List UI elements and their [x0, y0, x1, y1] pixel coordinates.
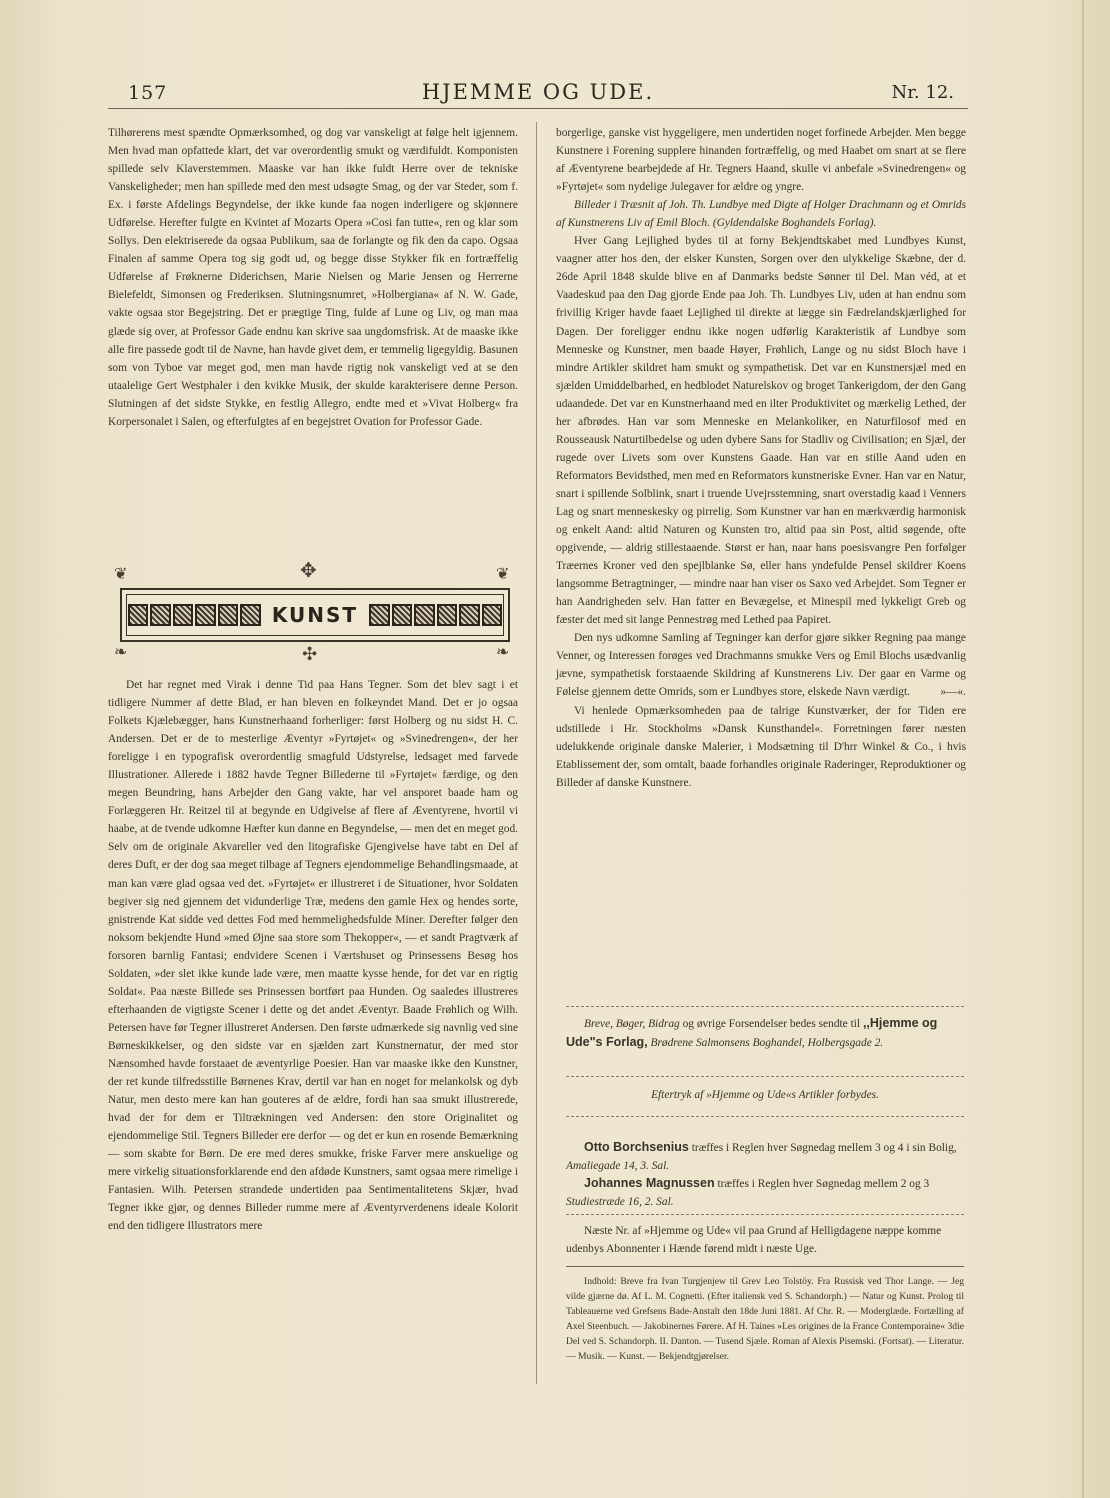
- masthead-title: HJEMME OG UDE.: [421, 80, 655, 104]
- column-divider: [536, 122, 537, 1384]
- article-continuation: borgerlige, ganske vist hyggeligere, men undertiden noget forfinede Arbejder. Men begge Kunstnere i Forening supplere hinanden fortræffelig, og med Haabet om snart at se flere af Æventyrene bearbejdede af Hr. Tegners Haand, skulle vi anbefale »Svinedrengen« og »Fyrtøjet« som nydelige Julegaver for ældre og yngre.: [556, 127, 966, 194]
- notice-mid: og øvrige Forsendelser bedes sendte til: [682, 1018, 861, 1030]
- address: Studiestræde 16, 2. Sal.: [566, 1196, 674, 1208]
- publisher-address: Brødrene Salmonsens Boghandel, Holbergsgade 2.: [650, 1037, 884, 1049]
- signature: »—«.: [940, 686, 966, 699]
- lundbye-article: Hver Gang Lejlighed bydes til at forny Bekjendtskabet med Lundbyes Kunst, vaagner atter hos den, der elsker Kunsten, Sorgen over den ulykkelige Skæbne, der d. 26de April 1848 skulde blive en af Danmarks bedste Sønner til Del. Man véd, at et Vaadeskud paa den Dag gjorde Ende paa Joh. Th. Lundbyes Liv, uden at han endnu som frivillig Kriger havde faaet Lejlighed til direkte at lægge sin Fædrelandskjærlighed for Dagen. Der foreligger endnu ikke nogen udførlig Karakteristik af Lundbye som Menneske og Kunstner, men baade Høyer, Frøhlich, Lange og nu sidst Bloch have i mindre Artikler skildret ham smukt og sympathetisk. Det var en Kunstnersjæl med en sjælden Umiddelbarhed, en hedblodet Naturelskov og broget Tankerigdom, der den Gang udaandede. Det var en Kunstnerhaand med en ilter Produktivitet og mærkelig Lethed, der her afbrødes. Han var som Menneske en Melankoliker, en Naturfilosof med en Rousseausk Naturtilbedelse og uden dybere Sans for Stadliv og Civilisation; en Sjæl, der rugede over Livets som over Kunstens Gaade. Han var en stille Aand uden en Reformators Bevidsthed, men med en Reformators kunstneriske Evner. Han var en Natur, snart i spillende Solblink, snart i truende Uvejrsstemning, snart overstadig kaad i Venners Lag og snart menneskesky og pirrelig. Som Kunstner var han en mærkværdig harmonisk og enkelt Aand: altid Naturen og Kunsten tro, altid paa sin Post, altid søgende, ofte opgivende, — aldrig stillestaaende. Størst er han, naar hans poesisvangre Pen forfølger Træernes Kroner ved den spejlblanke Sø, eller hans yndefulde Pensel skildrer Koens langsomme Betragtninger, — mindre naar han viser os Saxo ved Arbejdet. Som Tegner er han Aandrigheden selv. Han fatter en Bevægelse, et Minespil med lykkeligt Greb og fæster det med sit lange Pennestrøg med Lethed paa Papiret.: [556, 235, 966, 627]
- johannes-notice: [566, 1174, 964, 1211]
- exhibition-article: Vi henlede Opmærksomheden paa de talrige Kunstværker, der for Tiden ere udstillede i Hr. Stockholms »Dansk Kunsthandel«. Forretningen fører næsten udelukkende originale danske Malerier, i Modsætning til D'hrr Winkel & Co., i hvis Etablissement der, som omtalt, baade forhandles originale Raderinger, Reproduktioner og Billeder af danske Kunstnere.: [556, 704, 966, 789]
- person-name: Otto Borchsenius: [584, 1140, 689, 1154]
- binding-edge: [1082, 0, 1084, 1498]
- ornament-icon: ❧: [496, 642, 510, 661]
- tile-ornament: [240, 604, 260, 626]
- issue-number: Nr. 12.: [891, 82, 954, 103]
- crown-ornament-icon: ✥: [300, 558, 317, 582]
- next-issue-notice: Næste Nr. af »Hjemme og Ude« vil paa Grund af Helligdagene næppe komme udenbys Abonnenter i Hænde førend midt i næste Uge.: [566, 1225, 942, 1255]
- hours-text: træffes i Reglen hver Søgnedag mellem 2 og 3: [717, 1178, 930, 1190]
- book-heading: Billeder i Træsnit af Joh. Th. Lundbye med Digte af Holger Drachmann og et Omrids af Kunstnerens Liv af Emil Bloch. (Gyldendalske Boghandels Forlag).: [556, 199, 966, 230]
- right-column: [556, 124, 966, 792]
- otto-notice: [566, 1138, 964, 1175]
- tile-ornament: [482, 604, 502, 626]
- notice-lead: Breve, Bøger, Bidrag: [584, 1018, 680, 1030]
- tile-ornament: [173, 604, 193, 626]
- tile-ornament: [437, 604, 457, 626]
- section-title: KUNST: [271, 603, 359, 627]
- separator: [566, 1076, 964, 1078]
- tile-ornament: [195, 604, 215, 626]
- concert-review-text: Tilhørerens mest spændte Opmærksomhed, og dog var vanskeligt at følge helt igjennem. Men hvad man opfattede klart, det var overordentlig smukt og værdifuldt. Komponisten spillede selv Klaverstemmen. Maaske var han ikke fuldt Herre over de tekniske Vanskeligheder; men han spillede med den mest udsøgte Smag, og der var Steder, som f. Ex. i første Afdelings Begyndelse, der ikke kunde faa nogen inderligere og skjønnere Udførelse. Herefter fulgte en Kvintet af Mozarts Opera »Cosi fan tutte«, ren og klar som Sollys. Den elektriserede da ogsaa Publikum, saa de forlangte og fik den da capo. Ogsaa Finalen af samme Opera tog sig godt ud, og begge disse Stykker fik en fortræffelig Udførelse af Frøknerne Diderichsen, Marie Nielsen og Marie Jensen og Herrerne Bielefeldt, Simonsen og Frederiksen. Slutningsnumret, »Holbergiana« af N. W. Gade, vakte ogsaa stor Begejstring. Det er prægtige Ting, fulde af Lune og Liv, og man maa glæde sig over, at Professor Gade endnu kan skrive saa ungdomsfrisk. At de maaske ikke alle fire passede godt til de Navne, han havde givet dem, er temmelig ligegyldig. Basunen som von Tyboe var meget god, men man havde rigtig nok vanskeligt ved at se den utaalelige Gert Westphaler i den kvikke Musik, der skulde karakterisere denne Person. Slutningen af det sidste Stykke, en festlig Allegro, endte med et »Vivat Holberg« fra Korpersonalet i Salen, og efterfulgtes af en begejstret Ovation for Professor Gade.: [108, 127, 518, 428]
- left-column-upper: [108, 124, 518, 431]
- left-column-lower: [108, 676, 518, 1235]
- drawings-text: Den nys udkomne Samling af Tegninger kan derfor gjøre sikker Regning paa mange Venner, og Interessen forøges ved Drachmanns smukke Vers og Emil Blochs usædvanlig jævne, sympathetisk forstaaende Skildring af Kunstnerens Liv. Der gaar en Varme og Følelse gjennem dette Omrids, som er Lundbyes store, elskede Navn værdigt.: [556, 632, 966, 699]
- separator: [566, 1266, 964, 1268]
- tile-ornament: [218, 604, 238, 626]
- kunst-section-banner: [110, 560, 520, 668]
- banner-inner: [126, 594, 504, 636]
- drawings-article: [556, 629, 966, 701]
- page-header: [108, 78, 968, 109]
- copyright-notice: Eftertryk af »Hjemme og Ude«s Artikler forbydes.: [651, 1089, 879, 1101]
- address: Amaliegade 14, 3. Sal.: [566, 1160, 670, 1172]
- ornament-icon: ❧: [114, 642, 128, 661]
- tile-ornament: [392, 604, 412, 626]
- page-number: 157: [128, 82, 168, 104]
- ornament-icon: ❦: [114, 564, 128, 583]
- separator: [566, 1116, 964, 1118]
- publisher-name: ,,Hjemme og Ude"s Forlag,: [566, 1016, 938, 1049]
- submissions-notice: [566, 1014, 964, 1052]
- tile-ornament: [369, 604, 389, 626]
- tile-ornament: [414, 604, 434, 626]
- ornament-icon: ❦: [496, 564, 510, 583]
- banner-frame: [120, 588, 510, 642]
- tile-ornament: [128, 604, 148, 626]
- tile-ornament: [459, 604, 479, 626]
- ornament-icon: ✣: [302, 644, 318, 665]
- tile-ornament: [150, 604, 170, 626]
- separator: [566, 1006, 964, 1008]
- tegner-article-text: Det har regnet med Virak i denne Tid paa Hans Tegner. Som det blev sagt i et tidligere Nummer af dette Blad, er han bleven en folkeyndet Mand. Det er jo ogsaa Folkets Kjælebægger, hans Kunstnerhaand forherliger: først Holberg og nu sidst H. C. Andersen. Det er de to mesterlige Æventyr »Fyrtøjet« og »Svinedrengen«, der her foreligge i en typografisk overordentlig smagfuld Udstyrelse, ledsaget med farvede Illustrationer. Allerede i 1882 havde Tegner Billederne til »Fyrtøjet« færdige, og den megen Beundring, hans Arbejder den Gang vakte, har vel ansporet baade ham og Forlæggeren Hr. Reitzel til at begynde en Udgivelse af flere af Æventyrene, hvortil vi haabe, at de tvende udkomne Hæfter kun danne en Begyndelse, — men det en meget god. Selv om de originale Akvareller ved den litografiske Gjengivelse have tabt en Del af deres Duft, er der dog saa meget tilbage af Tegners ejendommelige Behandlingsmaade, at man kan være glad ogsaa ved det. »Fyrtøjet« er illustreret i de Situationer, hvor Soldaten begiver sig ned gjennem det vidunderlige Træ, medens den gamle Hex og hendes sorte, gnistrende Kat sidde ved dettes Fod med hemmelighedsfulde Miner. Derefter følger den noksom bekjendte Hund »med Øjne saa store som Thekopper«, — et sandt Pragtværk af forsoren barnlig Fantasi; endvidere Scenen i Værtshuset og Prinsessens Besøg hos Soldaten, »der slet ikke kunde lade være, men maatte kysse hende, for det var en rigtig Soldat«. Paa næste Billede ses Prinsessen bortført paa Hunden. Og saaledes illustreres efterhaanden de vigtigste Scener i dette og det andet Æventyr. Baade Frøhlich og Wilh. Petersen have før Tegner illustreret Andersen. Den første udmærkede sig navnlig ved sine Børneskikkelser, og den sidste var en sjælden zart Kunstnernatur, der med stor Nænsomhed havde forstaaet de æventyrlige Poesier. Han var maaske ikke den Kunstner, der ret kunde tilfredsstille Børnenes Krav, dertil var han en noget for melankolsk og dyb Natur, men desto mere kan han gouteres af de ældre, fordi han saa smukt illustrerede, hvad der for dem er Tiltrækningen ved Andersen: den store Originalitet og ejendommelige Stil. Tegners Billeder ere derfor — og det er kun en rosende Bemærkning — som skabte for Børn. De ere med deres smukke, friske Farver mere anskuelige og mere virkelig situationsforklarende end den afdøde Kunstners, samt ogsaa mere rimelige i Fantasien. Wilh. Petersen strandede undertiden paa Sentimentalitetens Skjær, hvad Tegner ikke gjør, og dennes Billeder rumme mere af Æventyrverdenens ideale Kolorit end den tidligere Illustrators mere: [108, 679, 518, 1233]
- person-name: Johannes Magnussen: [584, 1176, 715, 1190]
- hours-text: træffes i Reglen hver Søgnedag mellem 3 og 4 i sin Bolig,: [691, 1142, 957, 1154]
- table-of-contents: Indhold: Breve fra Ivan Turgjenjew til Grev Leo Tolstöy. Fra Russisk ved Thor Lange. — Jeg vilde gjærne dø. Af L. M. Cognetti. (Efter italiensk ved S. Schandorph.) — Natur og Kunst. Prolog til Tableauerne ved Grefsens Bade-Anstalt den 18de Juni 1881. Af Chr. R. — Moderglæde. Fortælling af Axel Steenbuch. — Jakobinernes Førere. Af H. Taines »Les origines de la France Contemporaine« 3die Del ved S. Schandorph. II. Danton. — Tusend Sjæle. Roman af Alexis Pisemski. (Fortsat). — Literatur. — Musik. — Kunst. — Bekjendtgjørelser.: [566, 1276, 964, 1362]
- separator: [566, 1214, 964, 1216]
